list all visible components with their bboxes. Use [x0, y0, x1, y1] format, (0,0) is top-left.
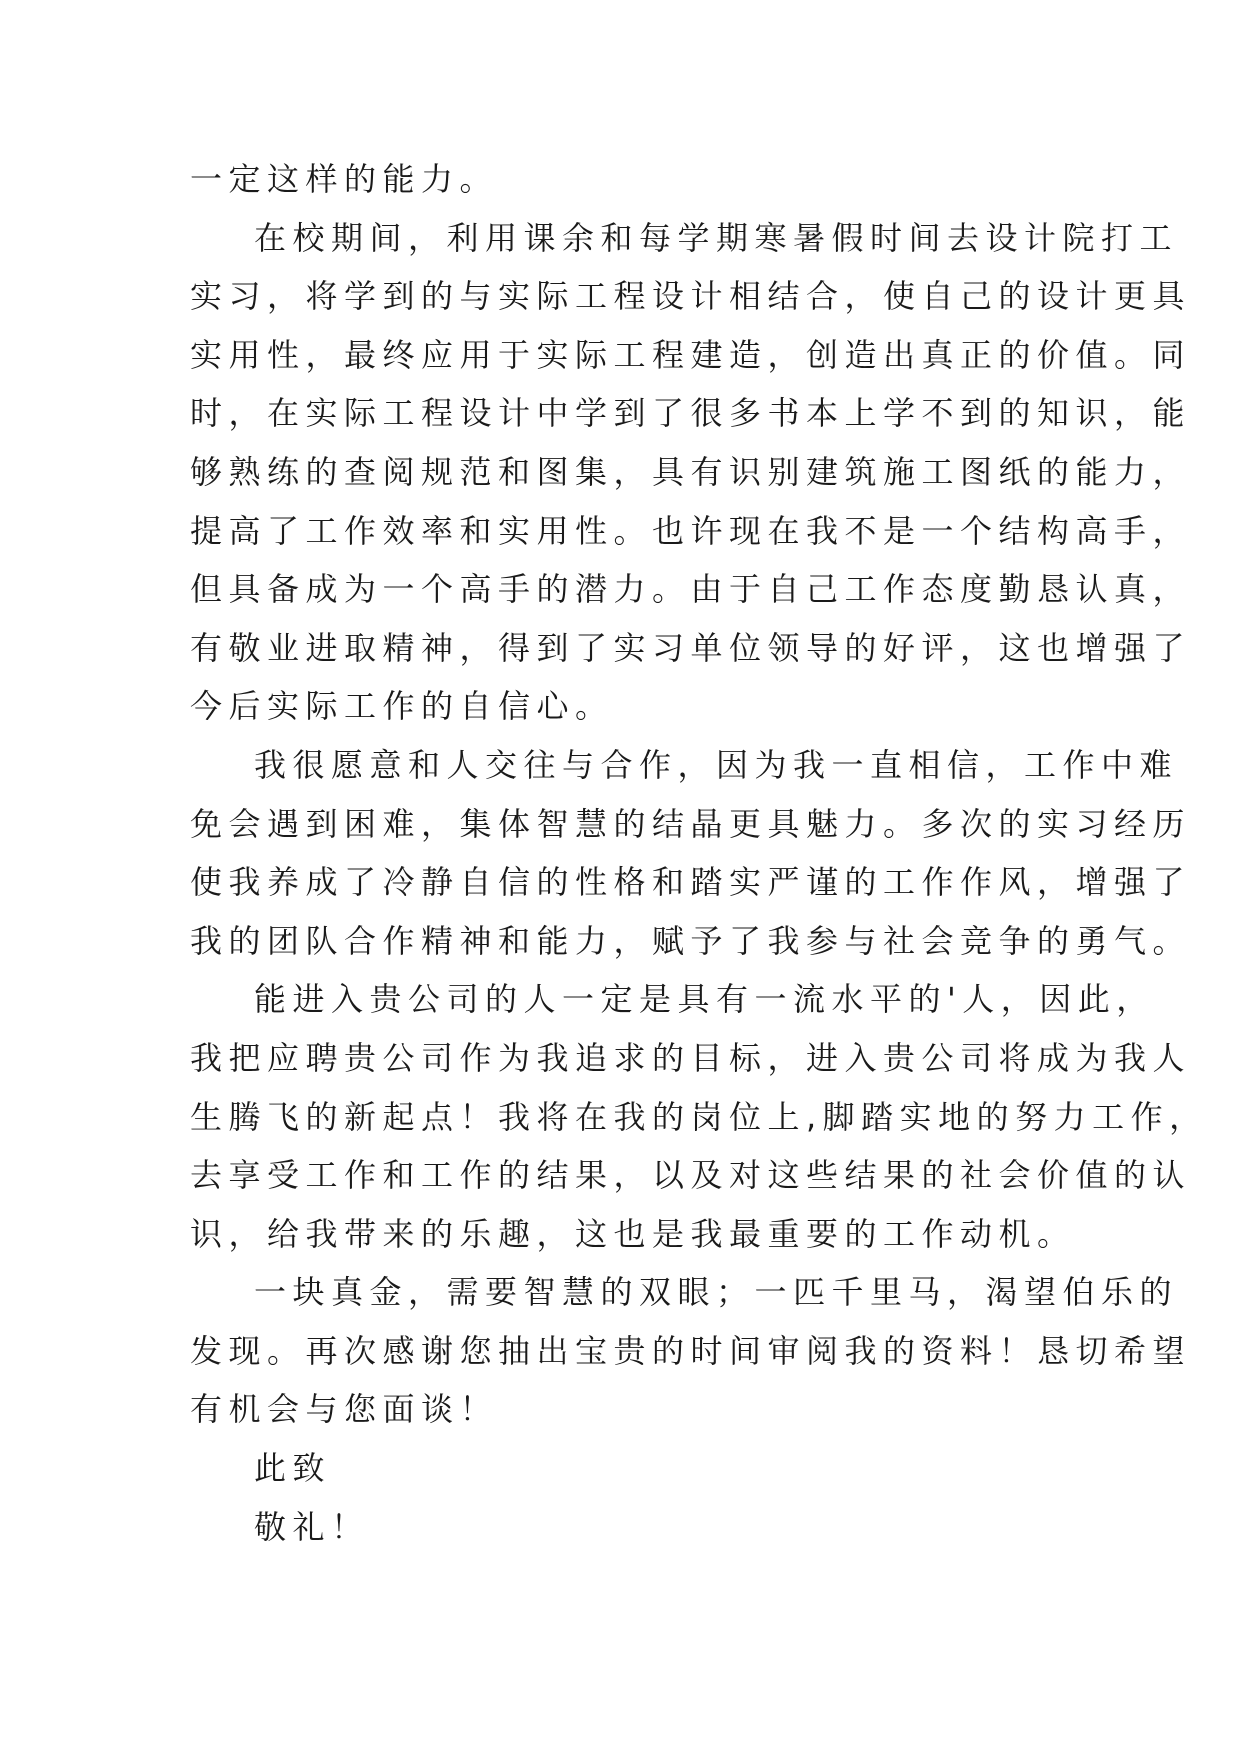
- text-line: 去享受工作和工作的结果，以及对这些结果的社会价值的认: [190, 1156, 1192, 1195]
- text-line: 有敬业进取精神，得到了实习单位领导的好评，这也增强了: [190, 628, 1192, 667]
- text-line: 提高了工作效率和实用性。也许现在我不是一个结构高手，: [190, 511, 1192, 550]
- text-line: 今后实际工作的自信心。: [190, 687, 614, 726]
- text-line: 一定这样的能力。: [190, 160, 499, 198]
- closing-regards: 敬礼！: [254, 1507, 370, 1546]
- text-line: 实用性，最终应用于实际工程建造，创造出真正的价值。同: [190, 335, 1192, 374]
- text-line: 我的团队合作精神和能力，赋予了我参与社会竞争的勇气。: [190, 921, 1192, 960]
- text-line: 识，给我带来的乐趣，这也是我最重要的工作动机。: [190, 1214, 1076, 1253]
- text-line: 生腾飞的新起点！我将在我的岗位上,脚踏实地的努力工作，: [190, 1097, 1208, 1136]
- text-line: 一块真金，需要智慧的双眼；一匹千里马，渴望伯乐的: [254, 1273, 1179, 1312]
- text-line: 我把应聘贵公司作为我追求的目标，进入贵公司将成为我人: [190, 1038, 1192, 1077]
- text-line: 我很愿意和人交往与合作，因为我一直相信，工作中难: [254, 745, 1179, 784]
- text-line: 时，在实际工程设计中学到了很多书本上学不到的知识，能: [190, 394, 1192, 433]
- text-line: 免会遇到困难，集体智慧的结晶更具魅力。多次的实习经历: [190, 804, 1192, 843]
- letter-body: [190, 150, 1208, 1556]
- text-line: 使我养成了冷静自信的性格和踏实严谨的工作作风，增强了: [190, 863, 1192, 902]
- text-line: 能进入贵公司的人一定是具有一流水平的'人，因此，: [254, 980, 1155, 1019]
- text-line: 够熟练的查阅规范和图集，具有识别建筑施工图纸的能力，: [190, 452, 1192, 491]
- closing-salutation: 此致: [254, 1449, 332, 1488]
- text-line: 实习，将学到的与实际工程设计相结合，使自己的设计更具: [190, 277, 1192, 316]
- text-line: 发现。再次感谢您抽出宝贵的时间审阅我的资料！恳切希望: [190, 1331, 1192, 1370]
- text-line: 在校期间，利用课余和每学期寒暑假时间去设计院打工: [254, 218, 1179, 257]
- text-line: 但具备成为一个高手的潜力。由于自己工作态度勤恳认真，: [190, 570, 1192, 609]
- text-line: 有机会与您面谈！: [190, 1390, 499, 1429]
